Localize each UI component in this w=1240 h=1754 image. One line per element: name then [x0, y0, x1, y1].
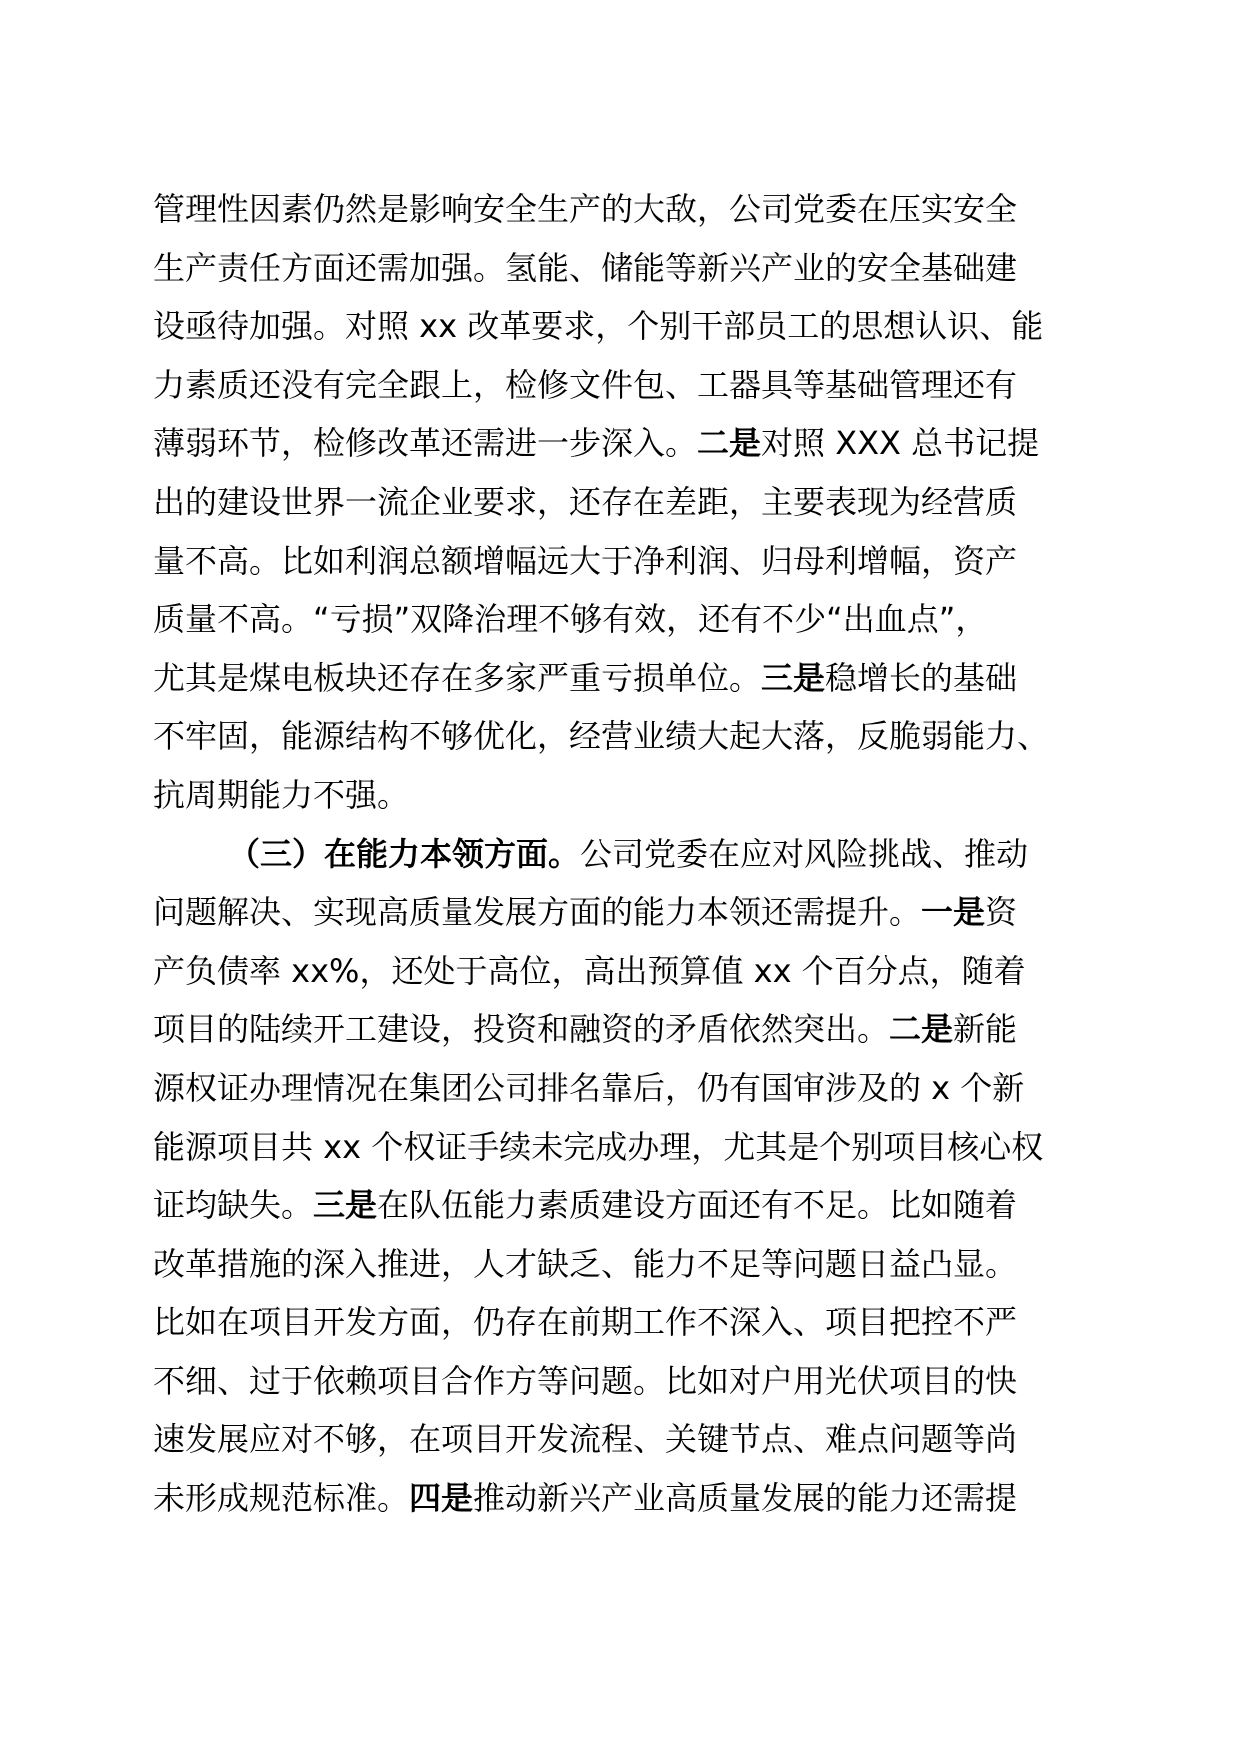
paragraph-line	[153, 473, 1093, 532]
paragraph-line	[153, 649, 1093, 708]
bold-text-run: 二是	[697, 424, 762, 463]
bold-text-run: 四是	[409, 1479, 474, 1518]
text-run: 管理性因素仍然是影响安全生产的大敌，公司党委在压实安全	[153, 190, 1018, 228]
text-run: 尤其是煤电板块还存在多家严重亏损单位。	[153, 658, 762, 697]
text-run: 设亟待加强。对照 xx 改革要求，个别干部员工的思想认识、能	[153, 307, 1044, 346]
bold-text-run: 三是	[761, 658, 826, 697]
text-run: 源权证办理情况在集团公司排名靠后，仍有国审涉及的 x 个新	[153, 1068, 1025, 1107]
paragraph-line	[153, 1000, 1093, 1059]
paragraph-line	[153, 1293, 1093, 1352]
paragraph-line	[153, 1410, 1093, 1469]
text-run: 项目的陆续开工建设，投资和融资的矛盾依然突出。	[153, 1010, 890, 1049]
text-run: 问题解决、实现高质量发展方面的能力本领还需提升。	[153, 893, 922, 932]
paragraph-line	[153, 883, 1093, 942]
paragraph-line	[153, 1059, 1093, 1118]
text-run: 不牢固，能源结构不够优化，经营业绩大起大落，反脆弱能力、	[153, 717, 1050, 756]
paragraph-line	[153, 356, 1093, 415]
paragraph-line	[153, 180, 1093, 239]
text-run: 质量不高。“亏损”双降治理不够有效，还有不少“出血点”，	[153, 600, 988, 639]
text-run: 对照 XXX 总书记提	[761, 424, 1040, 463]
text-run: 生产责任方面还需加强。氢能、储能等新兴产业的安全基础建	[153, 248, 1018, 287]
paragraph-line	[153, 414, 1093, 473]
text-run: 能源项目共 xx 个权证手续未完成办理，尤其是个别项目核心权	[153, 1127, 1044, 1166]
paragraph-line	[153, 1469, 1093, 1528]
text-run: 抗周期能力不强。	[153, 775, 410, 814]
text-run: 未形成规范标准。	[153, 1479, 410, 1518]
text-run: 资	[985, 893, 1018, 932]
paragraph-line	[153, 766, 1093, 825]
text-run: 稳增长的基础	[825, 658, 1018, 697]
text-run: 改革措施的深入推进，人才缺乏、能力不足等问题日益凸显。	[153, 1244, 1018, 1283]
paragraph-line	[153, 532, 1093, 591]
paragraph-line	[153, 825, 1093, 884]
paragraph-line	[153, 707, 1093, 766]
text-run: 薄弱环节，检修改革还需进一步深入。	[153, 424, 698, 463]
paragraph-line	[153, 297, 1093, 356]
paragraph-line	[153, 1118, 1093, 1177]
text-run: 不细、过于依赖项目合作方等问题。比如对户用光伏项目的快	[153, 1361, 1018, 1400]
bold-text-run: 二是	[889, 1010, 954, 1049]
text-run: 产负债率 xx%，还处于高位，高出预算值 xx 个百分点，随着	[153, 951, 1026, 990]
paragraph-line	[153, 942, 1093, 1001]
paragraph-line	[153, 1352, 1093, 1411]
text-run: 公司党委在应对风险挑战、推动	[580, 834, 1029, 873]
bold-text-run: 一是	[921, 893, 986, 932]
document-body	[153, 180, 1093, 1528]
text-run: 速发展应对不够，在项目开发流程、关键节点、难点问题等尚	[153, 1420, 1018, 1459]
paragraph-line	[153, 239, 1093, 298]
text-run: 出的建设世界一流企业要求，还存在差距，主要表现为经营质	[153, 482, 1018, 521]
paragraph-line	[153, 1235, 1093, 1294]
text-run: 在队伍能力素质建设方面还有不足。比如随着	[377, 1186, 1018, 1225]
text-run: 证均缺失。	[153, 1186, 314, 1225]
text-run: 比如在项目开发方面，仍存在前期工作不深入、项目把控不严	[153, 1303, 1018, 1342]
text-run: 新能	[953, 1010, 1018, 1049]
text-run: 量不高。比如利润总额增幅远大于净利润、归母利增幅，资产	[153, 541, 1018, 580]
text-run: 推动新兴产业高质量发展的能力还需提	[473, 1479, 1018, 1518]
bold-text-run: （三）在能力本领方面。	[228, 834, 581, 873]
text-run: 力素质还没有完全跟上，检修文件包、工器具等基础管理还有	[153, 365, 1018, 404]
bold-text-run: 三是	[313, 1186, 378, 1225]
paragraph-line	[153, 590, 1093, 649]
paragraph-line	[153, 1176, 1093, 1235]
